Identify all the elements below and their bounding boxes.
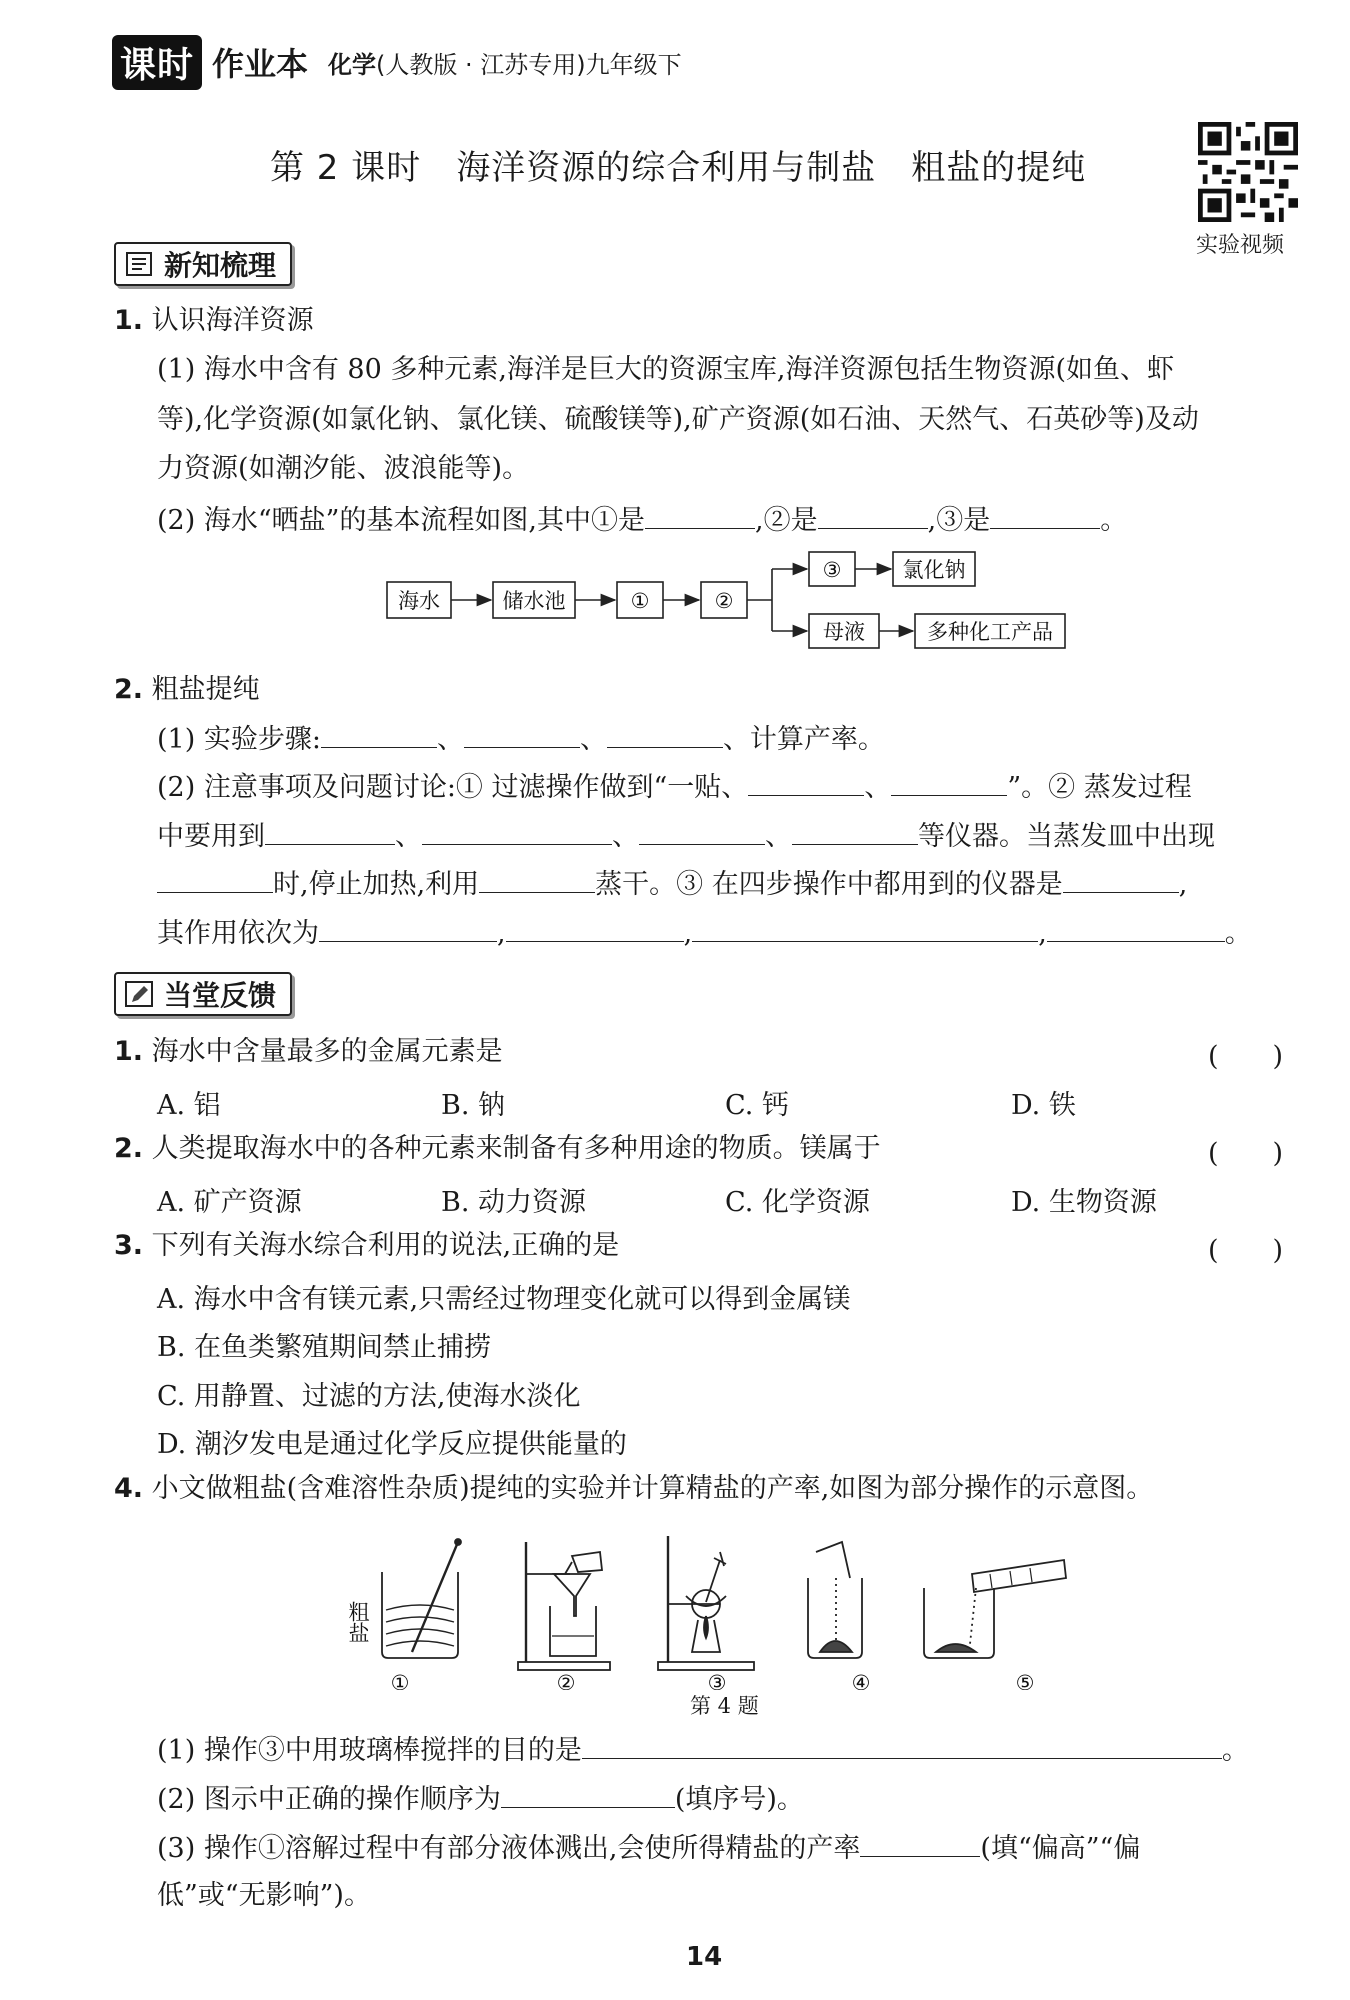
notebook-icon [124, 250, 154, 278]
answer-blank[interactable] [464, 721, 580, 748]
text: 其作用依次为 [157, 918, 319, 949]
q-number: 1. [114, 305, 144, 336]
text: , [1178, 869, 1188, 900]
answer-blank[interactable] [582, 1732, 1222, 1759]
fill-line-flow [157, 502, 1127, 539]
text-line: 等),化学资源(如氯化钠、氯化镁、硫酸镁等),矿产资源(如石油、天然气、石英砂等)及动 [157, 404, 1199, 435]
answer-blank[interactable] [607, 721, 723, 748]
filtration-setup-illustration [518, 1542, 610, 1670]
text: 、 [436, 724, 464, 755]
answer-blank[interactable] [319, 915, 497, 942]
text: , [497, 918, 506, 949]
text: 、 [579, 724, 607, 755]
text: 、 [612, 821, 639, 852]
subject-name: 化学 [328, 50, 377, 79]
q4-sub2 [157, 1781, 804, 1818]
option-b[interactable]: B. 钠 [441, 1090, 506, 1121]
q4-sub3-cont: 低”或“无影响”)。 [157, 1880, 371, 1911]
q2-heading [114, 672, 260, 708]
answer-bracket[interactable]: ( ) [1208, 1041, 1284, 1072]
q-text: 粗盐提纯 [151, 674, 260, 705]
pencil-icon [124, 980, 154, 1008]
text: , [683, 918, 693, 949]
answer-blank[interactable] [1063, 866, 1179, 893]
option-b[interactable]: B. 在鱼类繁殖期间禁止捕捞 [157, 1332, 492, 1363]
flow-label: 母液 [823, 620, 865, 644]
section-tag-class-feedback [114, 972, 292, 1016]
answer-blank[interactable] [990, 502, 1100, 529]
option-c[interactable]: C. 钙 [725, 1090, 789, 1121]
flow-label: 多种化工产品 [927, 620, 1053, 644]
section-tag-new-knowledge [114, 242, 292, 286]
text: (1) 实验步骤: [157, 724, 321, 755]
answer-blank[interactable] [639, 818, 765, 845]
section-label: 当堂反馈 [164, 979, 277, 1012]
page-number: 14 [686, 1942, 723, 1972]
figure-label-3: ③ [707, 1671, 727, 1690]
option-b[interactable]: B. 动力资源 [441, 1187, 587, 1218]
figure-label-5: ⑤ [1015, 1671, 1035, 1690]
flow-label: 氯化钠 [902, 558, 966, 582]
answer-blank[interactable] [645, 502, 755, 529]
dissolve-beaker-illustration [382, 1539, 461, 1658]
mc-question-1 [114, 1034, 503, 1070]
book-logo [112, 35, 308, 90]
q-text: 小文做粗盐(含难溶性杂质)提纯的实验并计算精盐的产率,如图为部分操作的示意图。 [151, 1473, 1154, 1504]
option-d[interactable]: D. 生物资源 [1011, 1187, 1157, 1218]
answer-bracket[interactable]: ( ) [1208, 1235, 1284, 1266]
text: 。 [1221, 1735, 1249, 1766]
answer-blank[interactable] [891, 769, 1007, 796]
text: 中要用到 [157, 821, 265, 852]
text: (填序号)。 [674, 1784, 804, 1815]
text: (3) 操作①溶解过程中有部分液体溅出,会使所得精盐的产率 [157, 1833, 861, 1864]
answer-blank[interactable] [860, 1830, 980, 1857]
option-c[interactable]: C. 化学资源 [725, 1187, 870, 1218]
text: (2) 海水“晒盐”的基本流程如图,其中①是 [157, 505, 646, 536]
answer-blank[interactable] [506, 915, 684, 942]
text: 等仪器。当蒸发皿中出现 [918, 821, 1215, 852]
cylinder-pour-illustration [924, 1560, 1066, 1658]
answer-blank[interactable] [422, 818, 612, 845]
page-header [112, 34, 682, 90]
text: 、 [395, 821, 422, 852]
answer-blank[interactable] [792, 818, 918, 845]
text: 。 [1100, 505, 1128, 536]
q-number: 2. [114, 674, 144, 705]
apparatus-figure [340, 1512, 1120, 1690]
text: 蒸干。③ 在四步操作中都用到的仪器是 [595, 869, 1063, 900]
text: , [1038, 918, 1047, 949]
q4-sub3 [157, 1830, 1140, 1867]
header-subtitle [328, 45, 682, 80]
salt-flow-diagram [380, 548, 1080, 658]
text: (2) 注意事项及问题讨论:① 过滤操作做到“一贴、 [157, 772, 749, 803]
answer-blank[interactable] [321, 721, 437, 748]
edition-text: (人教版 · 江苏专用)九年级下 [376, 50, 682, 79]
flow-label: 海水 [398, 589, 440, 613]
text: ,②是 [755, 505, 818, 536]
pour-filter-illustration [808, 1542, 862, 1658]
text: (2) 图示中正确的操作顺序为 [157, 1784, 501, 1815]
figure-label-1: ① [390, 1671, 410, 1690]
fill-line-steps [157, 721, 885, 758]
answer-blank[interactable] [479, 866, 595, 893]
evaporation-setup-illustration [658, 1536, 754, 1670]
answer-blank[interactable] [1047, 915, 1225, 942]
text: 、计算产率。 [722, 724, 885, 755]
text: 、 [864, 772, 892, 803]
text: (填“偏高”“偏 [980, 1833, 1141, 1864]
q1-heading [114, 303, 314, 339]
flow-label: ① [630, 589, 650, 613]
flow-label: ② [714, 589, 734, 613]
mc-question-2 [114, 1131, 881, 1167]
option-a[interactable]: A. 海水中含有镁元素,只需经过物理变化就可以得到金属镁 [157, 1284, 851, 1315]
fill-line-functions [157, 915, 1252, 952]
answer-blank[interactable] [501, 1781, 675, 1808]
q-number: 3. [114, 1230, 144, 1261]
text: 、 [765, 821, 792, 852]
question-4 [114, 1471, 1153, 1507]
flow-label: 储水池 [502, 589, 566, 613]
q-text: 认识海洋资源 [151, 305, 314, 336]
option-a[interactable]: A. 铝 [157, 1090, 221, 1121]
fill-line-evaporate [157, 866, 1187, 903]
qr-caption: 实验视频 [1196, 233, 1285, 258]
q-text: 人类提取海水中的各种元素来制备有多种用途的物质。镁属于 [151, 1133, 881, 1164]
q-text: 下列有关海水综合利用的说法,正确的是 [151, 1230, 620, 1261]
q-number: 4. [114, 1473, 144, 1504]
figure-caption: 第 4 题 [690, 1694, 759, 1718]
answer-blank[interactable] [818, 502, 928, 529]
option-d[interactable]: D. 铁 [1011, 1090, 1076, 1121]
option-d[interactable]: D. 潮汐发电是通过化学反应提供能量的 [157, 1429, 627, 1460]
crude-salt-label: 粗盐 [346, 1601, 370, 1643]
q-number: 1. [114, 1036, 144, 1067]
logo-mark: 课时 [112, 35, 202, 90]
answer-blank[interactable] [265, 818, 395, 845]
option-c[interactable]: C. 用静置、过滤的方法,使海水淡化 [157, 1381, 581, 1412]
text: (1) 操作③中用玻璃棒搅拌的目的是 [157, 1735, 582, 1766]
text-line: 力资源(如潮汐能、波浪能等)。 [157, 453, 530, 484]
q-number: 2. [114, 1133, 144, 1164]
qr-code-icon[interactable] [1198, 122, 1298, 222]
option-a[interactable]: A. 矿产资源 [157, 1187, 302, 1218]
q-text: 海水中含量最多的金属元素是 [151, 1036, 503, 1067]
lesson-title: 第 2 课时 海洋资源的综合利用与制盐 粗盐的提纯 [270, 148, 1087, 188]
answer-blank[interactable] [748, 769, 864, 796]
mc-question-3 [114, 1228, 619, 1264]
fill-line-instruments [157, 818, 1215, 855]
text: ,③是 [927, 505, 991, 536]
figure-label-2: ② [556, 1671, 576, 1690]
book-name: 作业本 [212, 45, 309, 83]
section-label: 新知梳理 [164, 249, 277, 282]
text: ”。② 蒸发过程 [1007, 772, 1192, 803]
text-line: (1) 海水中含有 80 多种元素,海洋是巨大的资源宝库,海洋资源包括生物资源(如鱼、虾 [157, 354, 1175, 385]
flow-label: ③ [822, 558, 842, 582]
figure-label-4: ④ [851, 1671, 871, 1690]
answer-bracket[interactable]: ( ) [1208, 1138, 1284, 1169]
q4-sub1 [157, 1732, 1249, 1769]
fill-line-notes [157, 769, 1192, 806]
text: 。 [1224, 918, 1252, 949]
answer-blank[interactable] [157, 866, 273, 893]
text: 时,停止加热,利用 [273, 869, 480, 900]
answer-blank[interactable] [692, 915, 1038, 942]
